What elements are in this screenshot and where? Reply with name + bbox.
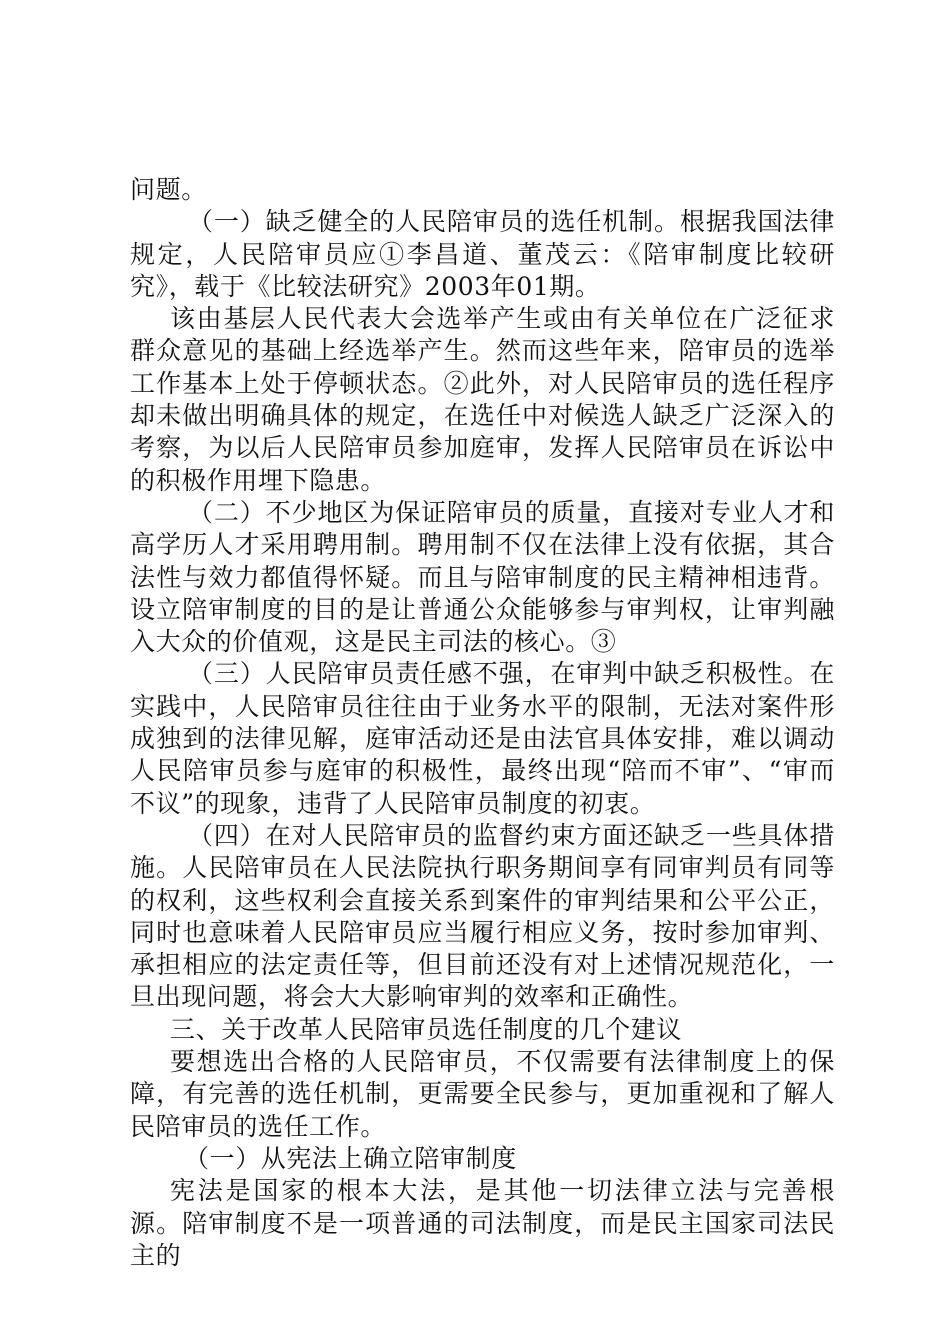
paragraph-section-1: （一）缺乏健全的人民陪审员的选任机制。根据我国法律规定，人民陪审员应①李昌道、董茂云：《陪审制度比较研究》，载于《比较法研究》2003年01期。 xyxy=(130,207,835,301)
paragraph-section-2: （二）不少地区为保证陪审员的质量，直接对专业人才和高学历人才采用聘用制。聘用制不仅在法律上没有依据，其合法性与效力都值得怀疑。而且与陪审制度的民主精神相违背。设立陪审制度的目的是让普通公众能够参与审判权，让审判融入大众的价值观，这是民主司法的核心。③ xyxy=(130,497,835,657)
paragraph-section-3: （三）人民陪审员责任感不强，在审判中缺乏积极性。在实践中，人民陪审员往往由于业务水平的限制，无法对案件形成独到的法律见解，庭审活动还是由法官具体安排，难以调动人民陪审员参与庭审的积极性，最终出现“陪而不审”、“审而不议”的现象，违背了人民陪审员制度的初衷。 xyxy=(130,659,835,818)
document-body xyxy=(130,174,835,1272)
paragraph-section-4: （四）在对人民陪审员的监督约束方面还缺乏一些具体措施。人民陪审员在人民法院执行职务期间享有同审判员有同等的权利，这些权利会直接关系到案件的审判结果和公平公正，同时也意味着人民陪审员应当履行相应义务，按时参加审判、承担相应的法定责任等，但目前还没有对上述情况规范化，一旦出现问题，将会大大影响审判的效率和正确性。 xyxy=(130,820,835,1012)
paragraph-constitution: 宪法是国家的根本大法，是其他一切法律立法与完善根源。陪审制度不是一项普通的司法制度，而是民主国家司法民主的 xyxy=(130,1176,835,1270)
paragraph-reform-intro: 要想选出合格的人民陪审员，不仅需要有法律制度上的保障，有完善的选任机制，更需要全民参与，更加重视和了解人民陪审员的选任工作。 xyxy=(130,1047,835,1141)
section-heading-reform: 三、关于改革人民陪审员选任制度的几个建议 xyxy=(170,1014,683,1044)
paragraph-election: 该由基层人民代表大会选举产生或由有关单位在广泛征求群众意见的基础上经选举产生。然而这些年来，陪审员的选举工作基本上处于停顿状态。②此外，对人民陪审员的选任程序却未做出明确具体的规定，在选任中对候选人缺乏广泛深入的考察，为以后人民陪审员参加庭审，发挥人民陪审员在诉讼中的积极作用埋下隐患。 xyxy=(130,304,835,495)
subheading-constitution: （一）从宪法上确立陪审制度 xyxy=(184,1143,517,1173)
paragraph-continuation: 问题。 xyxy=(130,175,207,204)
